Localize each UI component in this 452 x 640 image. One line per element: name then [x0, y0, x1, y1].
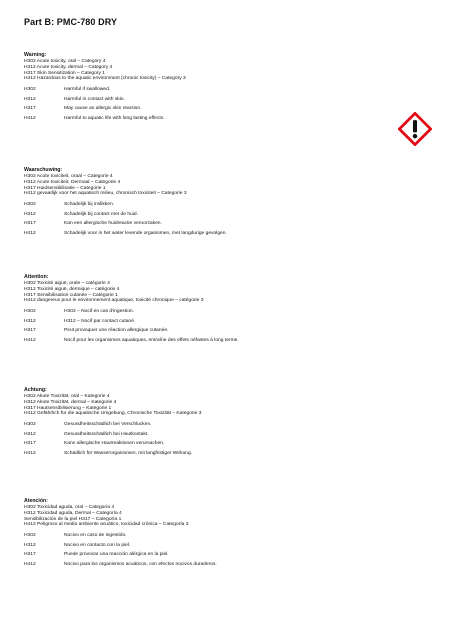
hazard-statements	[24, 200, 424, 238]
hazard-text: Gesundheitsschädlich bei Verschlucken.	[64, 422, 152, 428]
hazard-statement-row	[24, 307, 424, 317]
hazard-code: H317	[24, 221, 36, 227]
hazard-text: Schadelijk bij inslikken.	[64, 202, 115, 208]
section-heading: Attention:	[24, 274, 49, 280]
hazard-code: H312	[24, 542, 36, 548]
hazard-code: H412	[24, 337, 36, 343]
hazard-statements	[24, 420, 424, 458]
hazard-code: H317	[24, 441, 36, 447]
hazard-code: H317	[24, 552, 36, 558]
hazard-code: H317	[24, 106, 36, 112]
hazard-statement-row	[24, 449, 424, 459]
hazard-text: Nocivo para los organismos acuáticos, con efectos nocivos duraderos.	[64, 561, 217, 567]
hazard-text: Peut provoquer une réaction allergique cutanée.	[64, 328, 169, 334]
hazard-code: H312	[24, 431, 36, 437]
classification-line: H412 Hazardous to the aquatic environment (chronic toxicity) – Category 3	[24, 76, 186, 82]
classification-line: H302 Toxicité aiguë, orale – catégorie 4	[24, 281, 110, 287]
hazard-statement-row	[24, 114, 424, 124]
hazard-text: Puede provocar una reacción alérgica en la piel.	[64, 552, 169, 558]
hazard-text: Kann allergische Hautreaktionen verursachen.	[64, 441, 165, 447]
hazard-statement-row	[24, 326, 424, 336]
hazard-statement-row	[24, 229, 424, 239]
hazard-code: H312	[24, 211, 36, 217]
section-heading: Warning:	[24, 52, 47, 58]
hazard-text: Schädlich für Wasserorganismen, mit langfristiger Wirkung.	[64, 450, 193, 456]
hazard-statement-row	[24, 531, 424, 541]
classification-line: H317 Huidsensibilisatie – Categorie 1	[24, 185, 106, 191]
hazard-code: H302	[24, 422, 36, 428]
classification-line: H412 dangereux pour le environnement aquatique, toxicité chronique – catégorie 3	[24, 298, 204, 304]
section-heading: Achtung:	[24, 387, 47, 393]
hazard-statement-row	[24, 85, 424, 95]
hazard-text: Harmful in contact with skin.	[64, 96, 125, 102]
hazard-statement-row	[24, 104, 424, 114]
hazard-text: Nocif pour les organismes aquatiques, entraîne des effets néfastes à long terme.	[64, 337, 239, 343]
classification-line: H302 Akute Toxizität, oral – Kategorie 4	[24, 394, 110, 400]
hazard-section	[24, 498, 424, 569]
hazard-section	[24, 387, 424, 458]
hazard-statement-row	[24, 317, 424, 327]
hazard-text: Schadelijk bij contact met de huid.	[64, 211, 138, 217]
classification-line: H312 Akute Toxizität, dermal – Kategorie 4	[24, 399, 117, 405]
page-title: Part B: PMC-780 DRY	[24, 17, 118, 27]
hazard-text: Harmful if swallowed.	[64, 87, 111, 93]
hazard-statements	[24, 531, 424, 569]
hazard-text: Harmful to aquatic life with long lasting effects.	[64, 115, 165, 121]
hazard-code: H302	[24, 87, 36, 93]
hazard-text: May cause an allergic skin reaction.	[64, 106, 142, 112]
hazard-statement-row	[24, 541, 424, 551]
classification-line: H412 Peligroso al medio ambiente acuático, toxicidad crónica – Categoría 3	[24, 522, 189, 528]
hazard-statement-row	[24, 420, 424, 430]
hazard-statement-row	[24, 210, 424, 220]
hazard-code: H302	[24, 309, 36, 315]
hazard-code: H312	[24, 96, 36, 102]
classification-line: H302 Acute toxicity, oral – Category 4	[24, 59, 106, 65]
classification-line: H317 Skin Sensitization – Category 1	[24, 70, 106, 76]
classification-line: H302 Toxicidad aguda, oral – Categoría 4	[24, 505, 115, 511]
hazard-statements	[24, 307, 424, 345]
classification-line: H412 Gefährlich für die aquatische Umgebung, Chronische Toxizität – Kategorie 3	[24, 411, 202, 417]
hazard-section	[24, 167, 424, 238]
hazard-code: H412	[24, 450, 36, 456]
hazard-code: H302	[24, 533, 36, 539]
hazard-statement-row	[24, 430, 424, 440]
hazard-code: H312	[24, 318, 36, 324]
hazard-text: Gesundheitsschädlich bei Hautkontakt.	[64, 431, 149, 437]
hazard-text: H312 – Nocif par contact cutané.	[64, 318, 136, 324]
hazard-statements	[24, 85, 424, 123]
hazard-statement-row	[24, 439, 424, 449]
hazard-text: Schadelijk voor in het water levende organismen, met langdurige gevolgen.	[64, 230, 227, 236]
section-heading: Waarschuwing:	[24, 167, 63, 173]
hazard-code: H412	[24, 115, 36, 121]
hazard-code: H412	[24, 561, 36, 567]
section-heading: Atención:	[24, 498, 48, 504]
classification-line: H317 Hautsensibilisierung – Kategorie 1	[24, 405, 112, 411]
hazard-text: Nocivo en contacto con la piel.	[64, 542, 131, 548]
hazard-statement-row	[24, 219, 424, 229]
classification-line: H317 Sensibilisation cutanée – Catégorie 1	[24, 292, 118, 298]
classification-line: H312 Toxicité aiguë, dermique – catégorie 4	[24, 286, 120, 292]
hazard-code: H412	[24, 230, 36, 236]
hazard-code: H302	[24, 202, 36, 208]
classification-line: H302 Acute toxiciteit, oraal – Categorie 4	[24, 174, 113, 180]
hazard-statement-row	[24, 95, 424, 105]
classification-line: H312 Toxicidad aguda, Dermal – Categoría 4	[24, 510, 122, 516]
hazard-text: Nocivo en caso de ingestión.	[64, 533, 127, 539]
hazard-text: Kan een allergische huidreactie veroorzaken.	[64, 221, 162, 227]
classification-line: H312 Acute toxicity, dermal – Category 4	[24, 64, 113, 70]
hazard-code: H317	[24, 328, 36, 334]
hazard-text: H302 – Nocif en cas d'ingestion.	[64, 309, 134, 315]
hazard-section	[24, 274, 424, 345]
hazard-statement-row	[24, 336, 424, 346]
hazard-statement-row	[24, 550, 424, 560]
hazard-statement-row	[24, 200, 424, 210]
classification-line: H412 gevaarlijk voor het aquatisch milieu, chronisch toxiciteit – Categorie 3	[24, 191, 187, 197]
classification-line: Sensibilización de la piel H317 – Categoría 1	[24, 516, 122, 522]
hazard-statement-row	[24, 560, 424, 570]
classification-line: H312 Acute toxiciteit, Dermaal – Categorie 4	[24, 179, 121, 185]
hazard-section	[24, 52, 424, 123]
